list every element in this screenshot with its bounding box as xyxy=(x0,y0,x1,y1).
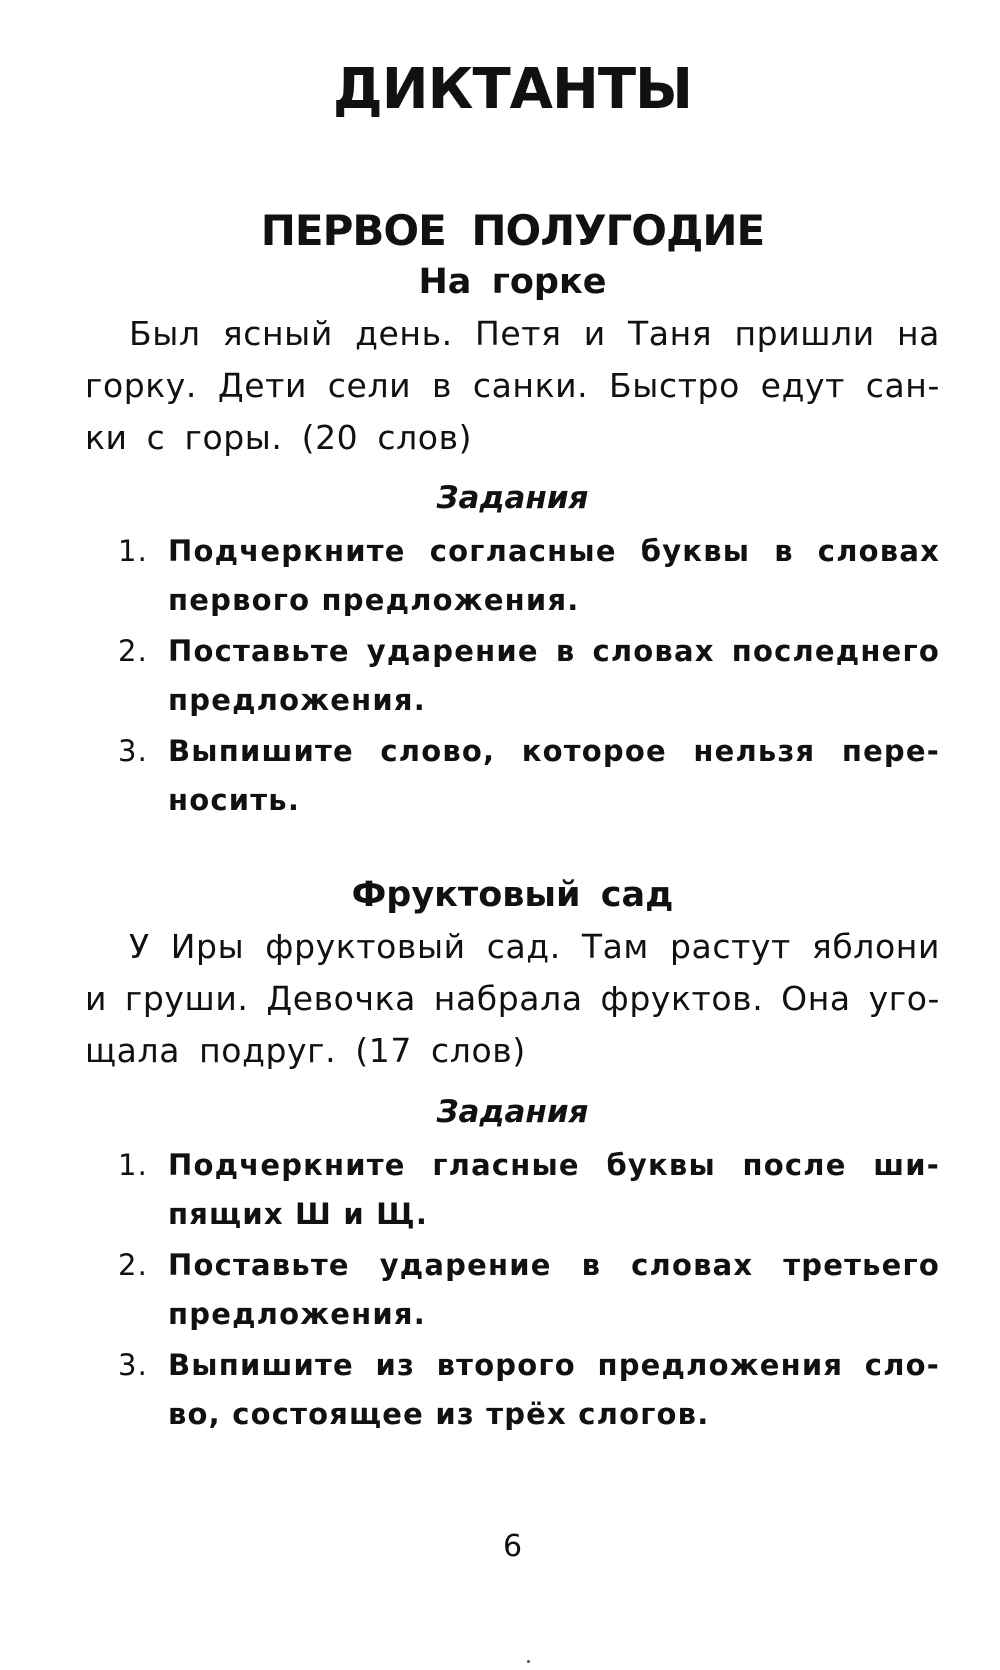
task-item xyxy=(118,1141,940,1239)
task-item xyxy=(118,1241,940,1339)
task-line: во, состоящее из трёх слогов. xyxy=(168,1397,710,1431)
task-item xyxy=(118,527,940,625)
document-page xyxy=(85,0,940,1670)
task-line: Подчеркните согласные буквы в словах xyxy=(168,534,940,568)
task-line: Поставьте ударение в словах третьего xyxy=(168,1248,940,1282)
dictation-title: На горке xyxy=(418,262,607,302)
task-line: пящих Ш и Щ. xyxy=(168,1197,429,1231)
page-title: ДИКТАНТЫ xyxy=(332,57,693,122)
task-line: носить. xyxy=(168,783,301,817)
task-number: 1. xyxy=(118,1148,149,1182)
dictation-text xyxy=(85,921,940,1077)
task-line: первого предложения. xyxy=(168,583,580,617)
page-number: 6 xyxy=(502,1529,523,1564)
tasks-heading: Задания xyxy=(436,480,589,516)
task-item xyxy=(118,727,940,825)
dictation-line: У Иры фруктовый сад. Там растут яблони xyxy=(129,927,940,966)
task-item xyxy=(118,1341,940,1439)
dictation-title: Фруктовый сад xyxy=(351,875,674,915)
section-title: ПЕРВОЕ ПОЛУГОДИЕ xyxy=(260,206,765,255)
task-line: Поставьте ударение в словах последнего xyxy=(168,634,940,668)
task-number: 1. xyxy=(118,534,149,568)
task-line: Выпишите из второго предложения сло- xyxy=(168,1348,940,1382)
dictation-line: и груши. Девочка набрала фруктов. Она уго- xyxy=(85,979,940,1018)
dictation-text xyxy=(85,308,940,464)
task-item xyxy=(118,627,940,725)
task-number: 2. xyxy=(118,634,149,668)
dictation-line: Был ясный день. Петя и Таня пришли на xyxy=(129,314,940,353)
task-list xyxy=(118,527,940,827)
tasks-heading: Задания xyxy=(436,1094,589,1130)
task-line: Выпишите слово, которое нельзя пере- xyxy=(168,734,940,768)
task-line: предложения. xyxy=(168,1297,426,1331)
task-line: предложения. xyxy=(168,683,426,717)
task-number: 2. xyxy=(118,1248,149,1282)
dictation-line: щала подруг. (17 слов) xyxy=(85,1031,526,1070)
task-number: 3. xyxy=(118,734,149,768)
dictation-line: ки с горы. (20 слов) xyxy=(85,418,473,457)
task-number: 3. xyxy=(118,1348,149,1382)
task-line: Подчеркните гласные буквы после ши- xyxy=(168,1148,940,1182)
dictation-line: горку. Дети сели в санки. Быстро едут сан- xyxy=(85,366,940,405)
task-list xyxy=(118,1141,940,1441)
print-speck xyxy=(527,1660,530,1663)
